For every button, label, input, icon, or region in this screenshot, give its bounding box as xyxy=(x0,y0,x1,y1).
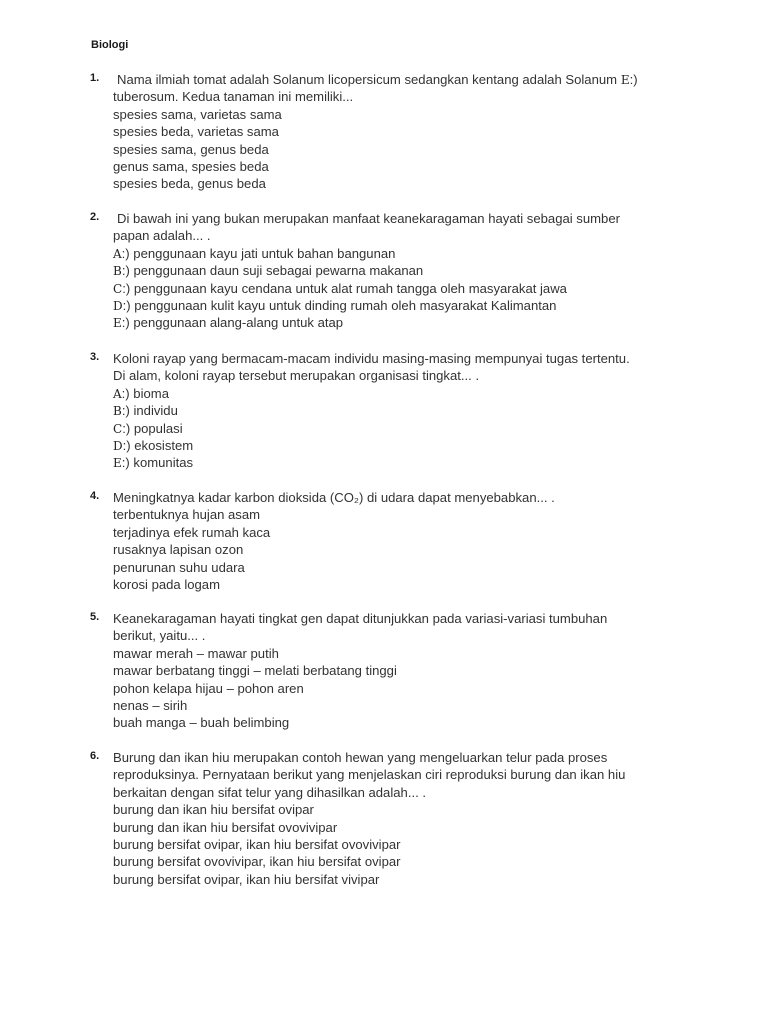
question-stem-line xyxy=(113,749,733,766)
option-suffix: :) xyxy=(121,245,130,261)
document-title: Biologi xyxy=(91,39,129,51)
question-number: 5. xyxy=(90,611,100,623)
question-stem-text: Burung dan ikan hiu merupakan contoh hewan yang mengeluarkan telur pada proses xyxy=(113,750,608,765)
option-letter: D xyxy=(113,298,123,313)
option-suffix: :) xyxy=(122,420,131,436)
answer-option xyxy=(113,853,733,870)
question-body xyxy=(113,749,733,888)
option-text: mawar berbatang tinggi – melati berbatang tinggi xyxy=(113,663,397,679)
option-text: spesies beda, varietas sama xyxy=(113,124,279,140)
option-text: komunitas xyxy=(129,455,194,471)
option-label-fragment xyxy=(617,72,638,87)
option-suffix: :) xyxy=(122,437,131,453)
answer-option xyxy=(113,819,733,836)
question-body xyxy=(113,489,733,593)
option-text: spesies sama, genus beda xyxy=(113,141,269,157)
option-text: penggunaan daun suji sebagai pewarna makanan xyxy=(129,263,424,279)
answer-option xyxy=(113,245,733,262)
option-suffix: :) xyxy=(122,297,131,313)
option-letter: E xyxy=(113,316,122,331)
option-suffix: :) xyxy=(121,263,130,279)
question-stem-text: papan adalah... . xyxy=(113,228,211,244)
question-stem-line xyxy=(113,227,733,244)
answer-option xyxy=(113,680,733,697)
answer-option xyxy=(113,262,733,279)
question-stem-line xyxy=(113,71,733,88)
question-number: 1. xyxy=(90,72,100,84)
option-text: burung dan ikan hiu bersifat ovipar xyxy=(113,802,314,818)
answer-option xyxy=(113,385,733,402)
question-body xyxy=(113,210,733,332)
answer-option xyxy=(113,576,733,593)
question-number: 3. xyxy=(90,351,100,363)
question-stem-line xyxy=(113,766,733,783)
option-text: burung dan ikan hiu bersifat ovovivipar xyxy=(113,819,338,835)
option-letter: B xyxy=(113,264,122,279)
question-stem-line xyxy=(113,784,733,801)
option-text: spesies beda, genus beda xyxy=(113,176,266,192)
option-suffix: :) xyxy=(121,455,130,471)
question-stem-line xyxy=(113,627,733,644)
answer-option xyxy=(113,524,733,541)
question-body xyxy=(113,71,733,193)
answer-option xyxy=(113,697,733,714)
option-text: terbentuknya hujan asam xyxy=(113,507,261,523)
question-stem-text: reproduksinya. Pernyataan berikut yang menjelaskan ciri reproduksi burung dan ikan hiu xyxy=(113,767,626,783)
answer-option xyxy=(113,402,733,419)
answer-option xyxy=(113,123,733,140)
option-suffix: :) xyxy=(629,72,638,87)
option-text: terjadinya efek rumah kaca xyxy=(113,524,271,540)
question-stem-text: Keanekaragaman hayati tingkat gen dapat ditunjukkan pada variasi-variasi tumbuhan xyxy=(113,611,608,626)
answer-option xyxy=(113,420,733,437)
option-letter: C xyxy=(113,421,123,436)
option-text: burung bersifat ovipar, ikan hiu bersifat ovovivipar xyxy=(113,836,401,852)
option-text: penurunan suhu udara xyxy=(113,559,245,575)
option-text: bioma xyxy=(129,385,169,401)
option-text: burung bersifat ovovivipar, ikan hiu bersifat ovipar xyxy=(113,854,401,870)
answer-option xyxy=(113,506,733,523)
option-letter: E xyxy=(113,456,122,471)
answer-option xyxy=(113,297,733,314)
option-text: genus sama, spesies beda xyxy=(113,158,269,174)
option-text: pohon kelapa hijau – pohon aren xyxy=(113,680,304,696)
answer-option xyxy=(113,714,733,731)
option-suffix: :) xyxy=(121,403,130,419)
option-letter: C xyxy=(113,281,123,296)
answer-option xyxy=(113,801,733,818)
answer-option xyxy=(113,158,733,175)
question-number: 4. xyxy=(90,490,100,502)
option-text: penggunaan kayu cendana untuk alat rumah tangga oleh masyarakat jawa xyxy=(130,280,567,296)
option-text: penggunaan kayu jati untuk bahan bangunan xyxy=(129,245,396,261)
answer-option xyxy=(113,541,733,558)
option-suffix: :) xyxy=(122,280,131,296)
option-letter: E xyxy=(617,73,630,87)
question-stem-line xyxy=(113,367,733,384)
option-text: korosi pada logam xyxy=(113,576,220,592)
answer-option xyxy=(113,280,733,297)
option-text: penggunaan kulit kayu untuk dinding rumah oleh masyarakat Kalimantan xyxy=(130,297,557,313)
answer-option xyxy=(113,106,733,123)
option-text: spesies sama, varietas sama xyxy=(113,106,282,122)
question-number: 6. xyxy=(90,750,100,762)
question-stem-line xyxy=(113,350,733,367)
option-letter: A xyxy=(113,246,122,261)
question-stem-line xyxy=(113,210,733,227)
question-stem-line xyxy=(113,489,733,506)
option-text: penggunaan alang-alang untuk atap xyxy=(129,315,344,331)
option-letter: B xyxy=(113,404,122,419)
question-stem-text: Di bawah ini yang bukan merupakan manfaat keanekaragaman hayati sebagai sumber xyxy=(117,211,620,226)
question-stem-line xyxy=(113,88,733,105)
question-stem-line xyxy=(113,610,733,627)
question-body xyxy=(113,350,733,472)
option-text: nenas – sirih xyxy=(113,697,188,713)
option-letter: D xyxy=(113,438,123,453)
answer-option xyxy=(113,454,733,471)
answer-option xyxy=(113,662,733,679)
option-letter: A xyxy=(113,386,122,401)
option-text: populasi xyxy=(130,420,183,436)
question-body xyxy=(113,610,733,732)
question-stem-text: tuberosum. Kedua tanaman ini memiliki... xyxy=(113,89,354,105)
question-stem-text: Nama ilmiah tomat adalah Solanum licopersicum sedangkan kentang adalah Solanum xyxy=(117,72,618,87)
answer-option xyxy=(113,836,733,853)
option-text: mawar merah – mawar putih xyxy=(113,645,279,661)
question-stem-text: berkaitan dengan sifat telur yang dihasilkan adalah... . xyxy=(113,784,427,800)
answer-option xyxy=(113,175,733,192)
answer-option xyxy=(113,645,733,662)
option-text: buah manga – buah belimbing xyxy=(113,715,290,731)
question-stem-text: Koloni rayap yang bermacam-macam individu masing-masing mempunyai tugas tertentu. xyxy=(113,351,630,366)
option-text: rusaknya lapisan ozon xyxy=(113,542,244,558)
option-suffix: :) xyxy=(121,385,130,401)
option-text: burung bersifat ovipar, ikan hiu bersifat vivipar xyxy=(113,871,380,887)
option-text: ekosistem xyxy=(130,437,194,453)
option-suffix: :) xyxy=(121,315,130,331)
question-number: 2. xyxy=(90,211,100,223)
answer-option xyxy=(113,871,733,888)
answer-option xyxy=(113,559,733,576)
answer-option xyxy=(113,141,733,158)
option-text: individu xyxy=(129,403,178,419)
question-stem-text: Di alam, koloni rayap tersebut merupakan organisasi tingkat... . xyxy=(113,368,480,384)
question-stem-text: berikut, yaitu... . xyxy=(113,628,206,644)
answer-option xyxy=(113,314,733,331)
answer-option xyxy=(113,437,733,454)
question-stem-text: Meningkatnya kadar karbon dioksida (CO₂) di udara dapat menyebabkan... . xyxy=(113,490,555,505)
